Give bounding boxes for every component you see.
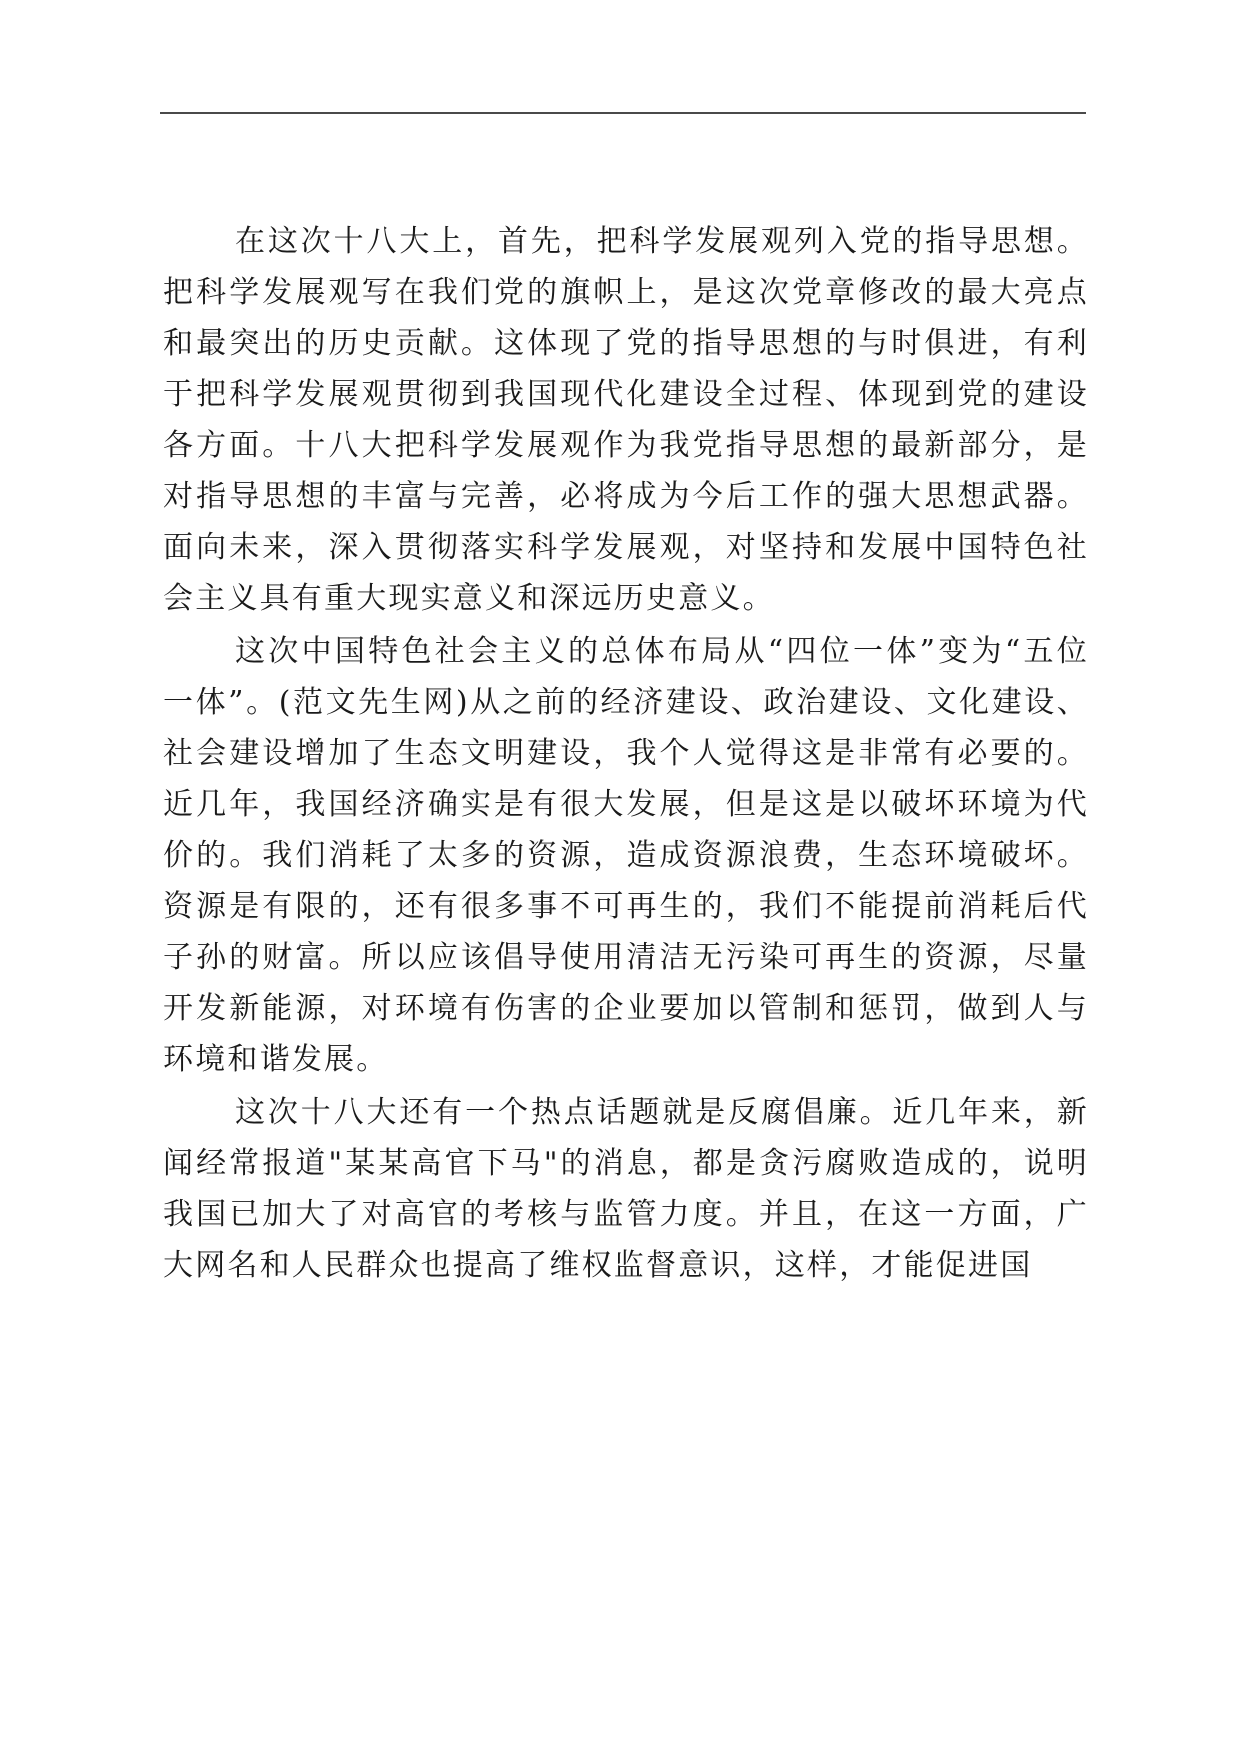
paragraph-2: 这次中国特色社会主义的总体布局从“四位一体”变为“五位一体”。(范文先生网)从之前的经济建设、政治建设、文化建设、社会建设增加了生态文明建设，我个人觉得这是非常有必要的。近几年，我国经济确实是有很大发展，但是这是以破坏环境为代价的。我们消耗了太多的资源，造成资源浪费，生态环境破坏。资源是有限的，还有很多事不可再生的，我们不能提前消耗后代子孙的财富。所以应该倡导使用清洁无污染可再生的资源，尽量开发新能源，对环境有伤害的企业要加以管制和惩罚，做到人与环境和谐发展。	[163, 634, 1089, 1077]
header-rule	[160, 112, 1086, 114]
paragraph-3: 这次十八大还有一个热点话题就是反腐倡廉。近几年来，新闻经常报道"某某高官下马"的消息，都是贪污腐败造成的，说明我国已加大了对高官的考核与监管力度。并且，在这一方面，广大网名和人民群众也提高了维权监督意识，这样，才能促进国	[163, 1095, 1089, 1283]
document-body	[163, 216, 1089, 1293]
paragraph-1: 在这次十八大上，首先，把科学发展观列入党的指导思想。把科学发展观写在我们党的旗帜上，是这次党章修改的最大亮点和最突出的历史贡献。这体现了党的指导思想的与时俱进，有利于把科学发展观贯彻到我国现代化建设全过程、体现到党的建设各方面。十八大把科学发展观作为我党指导思想的最新部分，是对指导思想的丰富与完善，必将成为今后工作的强大思想武器。面向未来，深入贯彻落实科学发展观，对坚持和发展中国特色社会主义具有重大现实意义和深远历史意义。	[163, 224, 1089, 616]
